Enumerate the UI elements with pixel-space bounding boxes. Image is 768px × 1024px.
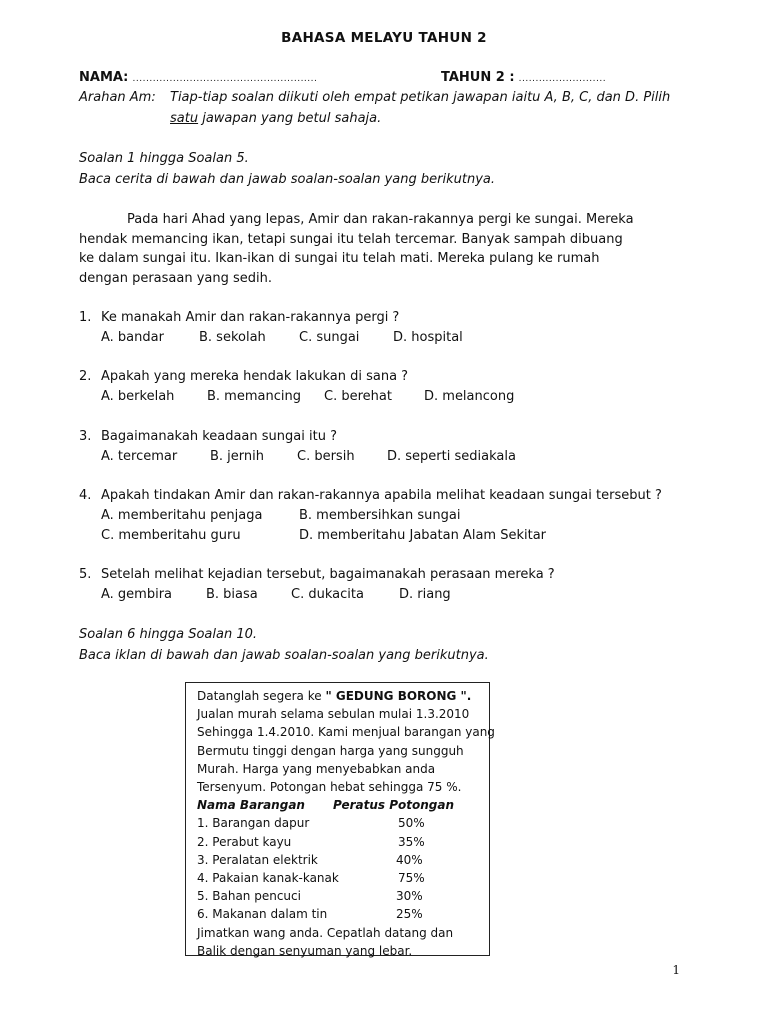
advert-headline-text: Datanglah segera ke — [197, 689, 326, 703]
question-number: 2. — [79, 369, 92, 384]
option-d[interactable]: D. riang — [399, 587, 451, 602]
question-3 — [79, 429, 337, 444]
option-a[interactable]: A. tercemar — [101, 449, 178, 464]
table-row — [197, 905, 489, 923]
item-discount: 35% — [398, 834, 425, 849]
item-discount: 50% — [398, 816, 425, 831]
story-passage — [79, 210, 639, 288]
advert-line: Murah. Harga yang menyebabkan anda — [197, 761, 436, 776]
class-label: TAHUN 2 : — [441, 70, 515, 85]
option-c[interactable]: C. bersih — [297, 449, 355, 464]
discount-table-header — [197, 796, 489, 814]
name-line — [79, 70, 317, 85]
table-row — [197, 851, 489, 869]
item-discount: 25% — [396, 907, 423, 922]
option-a[interactable]: A. memberitahu penjaga — [101, 508, 263, 523]
instruction-line-2-text: jawapan yang betul sahaja. — [202, 111, 382, 126]
option-b[interactable]: B. biasa — [206, 587, 258, 602]
store-name: " GEDUNG BORONG ". — [325, 689, 472, 703]
section-1-instruction: Baca cerita di bawah dan jawab soalan-soalan yang berikutnya. — [79, 172, 495, 187]
instruction-line-2 — [170, 111, 381, 126]
instruction-label: Arahan Am: — [79, 90, 156, 105]
question-4 — [79, 488, 662, 503]
class-line — [441, 70, 606, 85]
name-blank[interactable]: ....................................................... — [132, 74, 318, 84]
option-d[interactable]: D. memberitahu Jabatan Alam Sekitar — [299, 528, 546, 543]
item-discount: 30% — [396, 889, 423, 904]
option-c[interactable]: C. memberitahu guru — [101, 528, 241, 543]
option-b[interactable]: B. memancing — [207, 389, 301, 404]
name-label: NAMA: — [79, 70, 129, 85]
question-5 — [79, 567, 555, 582]
item-name: 2. Perabut kayu — [197, 834, 292, 849]
table-row — [197, 869, 489, 887]
class-blank[interactable]: .......................... — [518, 74, 607, 84]
option-a[interactable]: A. gembira — [101, 587, 173, 602]
advertisement-box — [185, 682, 495, 958]
advert-headline — [197, 687, 489, 705]
advert-line: Bermutu tinggi dengan harga yang sungguh — [197, 743, 464, 758]
option-a[interactable]: A. berkelah — [101, 389, 175, 404]
option-d[interactable]: D. melancong — [424, 389, 515, 404]
passage-line: ke dalam sungai itu. Ikan-ikan di sungai itu telah mati. Mereka pulang ke rumah — [79, 251, 600, 266]
page-number: 1 — [672, 963, 680, 977]
option-c[interactable]: C. berehat — [324, 389, 392, 404]
option-a[interactable]: A. bandar — [101, 330, 164, 345]
advert-closing-line: Jimatkan wang anda. Cepatlah datang dan — [197, 925, 454, 940]
passage-line: hendak memancing ikan, tetapi sungai itu telah tercemar. Banyak sampah dibuang — [79, 231, 623, 247]
section-2-heading: Soalan 6 hingga Soalan 10. — [79, 627, 258, 642]
instruction-emphasis: satu — [170, 111, 199, 126]
passage-line: dengan perasaan yang sedih. — [79, 270, 273, 286]
table-row — [197, 887, 489, 905]
question-text: Bagaimanakah keadaan sungai itu ? — [101, 429, 337, 444]
question-number: 4. — [79, 488, 92, 503]
column-item-name: Nama Barangan — [197, 798, 305, 813]
question-number: 1. — [79, 310, 92, 325]
question-2 — [79, 369, 408, 384]
item-name: 1. Barangan dapur — [197, 816, 310, 831]
option-b[interactable]: B. sekolah — [199, 330, 266, 345]
question-number: 3. — [79, 429, 92, 444]
table-row — [197, 833, 489, 851]
advert-line: Jualan murah selama sebulan mulai 1.3.2010 — [197, 707, 470, 722]
option-b[interactable]: B. jernih — [210, 449, 264, 464]
column-discount: Peratus Potongan — [333, 798, 455, 813]
advert-closing-line: Balik dengan senyuman yang lebar. — [197, 943, 413, 958]
advert-line: Sehingga 1.4.2010. Kami menjual barangan yang — [197, 725, 495, 740]
item-name: 6. Makanan dalam tin — [197, 907, 328, 922]
instruction-line-1: Tiap-tiap soalan diikuti oleh empat petikan jawapan iaitu A, B, C, dan D. Pilih — [170, 90, 671, 105]
item-name: 4. Pakaian kanak-kanak — [197, 871, 339, 886]
passage-line: Pada hari Ahad yang lepas, Amir dan rakan-rakannya pergi ke sungai. Mereka — [127, 212, 634, 227]
advert-line: Tersenyum. Potongan hebat sehingga 75 %. — [197, 780, 462, 795]
table-row — [197, 814, 489, 832]
page-title: BAHASA MELAYU TAHUN 2 — [281, 30, 487, 46]
item-discount: 75% — [398, 871, 425, 886]
section-1-heading: Soalan 1 hingga Soalan 5. — [79, 151, 249, 166]
question-text: Ke manakah Amir dan rakan-rakannya pergi ? — [101, 310, 400, 325]
item-name: 5. Bahan pencuci — [197, 889, 301, 904]
question-text: Apakah tindakan Amir dan rakan-rakannya apabila melihat keadaan sungai tersebut ? — [101, 488, 662, 503]
option-c[interactable]: C. sungai — [299, 330, 360, 345]
question-number: 5. — [79, 567, 92, 582]
option-c[interactable]: C. dukacita — [291, 587, 364, 602]
option-d[interactable]: D. hospital — [393, 330, 463, 345]
question-text: Setelah melihat kejadian tersebut, bagaimanakah perasaan mereka ? — [101, 567, 555, 582]
item-name: 3. Peralatan elektrik — [197, 852, 318, 867]
item-discount: 40% — [396, 852, 423, 867]
question-text: Apakah yang mereka hendak lakukan di sana ? — [101, 369, 409, 384]
option-b[interactable]: B. membersihkan sungai — [299, 508, 461, 523]
section-2-instruction: Baca iklan di bawah dan jawab soalan-soalan yang berikutnya. — [79, 648, 489, 663]
question-1 — [79, 310, 399, 325]
option-d[interactable]: D. seperti sediakala — [387, 449, 516, 464]
